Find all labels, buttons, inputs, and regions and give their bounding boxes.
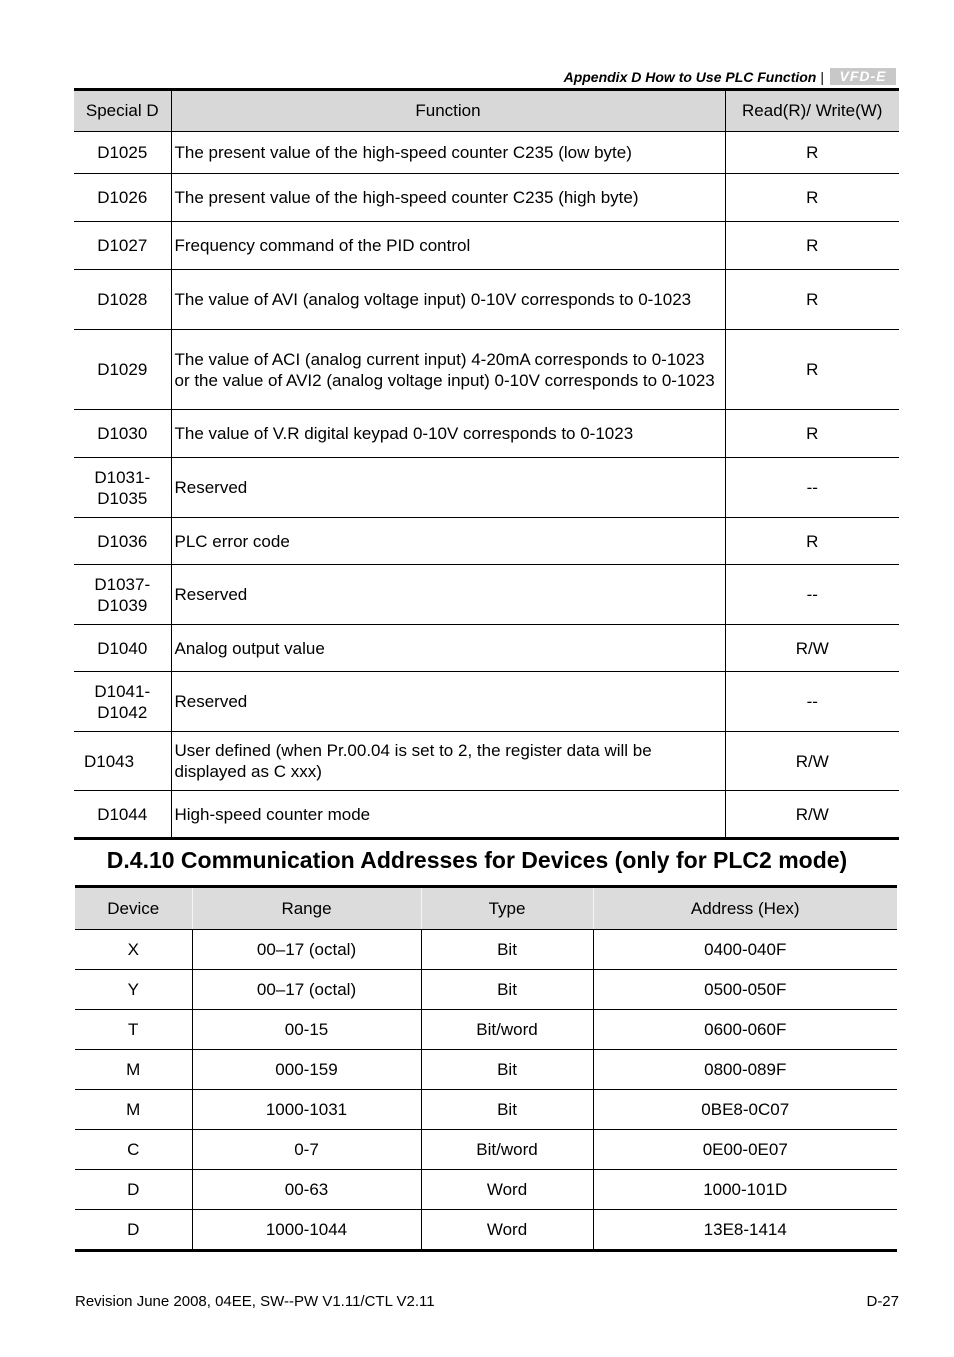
range-cell: 00–17 (octal) bbox=[192, 970, 421, 1010]
table-row bbox=[74, 174, 899, 222]
vfd-e-logo: VFD-E bbox=[830, 68, 896, 85]
table-row bbox=[75, 1170, 897, 1210]
device-cell: M bbox=[75, 1090, 192, 1130]
footer-page-number: D-27 bbox=[866, 1293, 899, 1310]
rw-cell: R bbox=[725, 270, 899, 330]
rw-cell: R bbox=[725, 410, 899, 458]
function-cell: Reserved bbox=[171, 458, 725, 518]
function-cell: High-speed counter mode bbox=[171, 791, 725, 839]
function-cell: The value of V.R digital keypad 0-10V corresponds to 0-1023 bbox=[171, 410, 725, 458]
rw-cell: R/W bbox=[725, 791, 899, 839]
function-cell: The present value of the high-speed counter C235 (high byte) bbox=[171, 174, 725, 222]
special-d-cell: D1025 bbox=[74, 132, 171, 174]
table-row bbox=[74, 791, 899, 839]
special-d-cell: D1044 bbox=[74, 791, 171, 839]
rw-cell: R bbox=[725, 518, 899, 565]
function-cell: PLC error code bbox=[171, 518, 725, 565]
table-row bbox=[74, 330, 899, 410]
special-d-cell: D1026 bbox=[74, 174, 171, 222]
special-d-cell: D1043 bbox=[74, 732, 171, 791]
address-cell: 13E8-1414 bbox=[593, 1210, 897, 1251]
table-header-row bbox=[74, 90, 899, 132]
table-row bbox=[74, 565, 899, 625]
special-d-cell: D1041-D1042 bbox=[74, 672, 171, 732]
function-cell: User defined (when Pr.00.04 is set to 2, the register data will be displayed as C xxx) bbox=[171, 732, 725, 791]
range-cell: 00-63 bbox=[192, 1170, 421, 1210]
function-cell: The present value of the high-speed counter C235 (low byte) bbox=[171, 132, 725, 174]
device-cell: Y bbox=[75, 970, 192, 1010]
special-d-cell: D1029 bbox=[74, 330, 171, 410]
rw-cell: -- bbox=[725, 458, 899, 518]
type-cell: Bit/word bbox=[421, 1130, 593, 1170]
table-row bbox=[74, 732, 899, 791]
special-d-table bbox=[74, 88, 899, 840]
header-separator: | bbox=[820, 68, 824, 85]
header-type: Type bbox=[421, 887, 593, 930]
rw-cell: R/W bbox=[725, 732, 899, 791]
function-cell: Analog output value bbox=[171, 625, 725, 672]
function-cell: The value of ACI (analog current input) 4-20mA corresponds to 0-1023 or the value of AVI2 (analog voltage input) 0-10V corresponds to 0-1023 bbox=[171, 330, 725, 410]
rw-cell: R bbox=[725, 132, 899, 174]
special-d-cell: D1040 bbox=[74, 625, 171, 672]
device-cell: M bbox=[75, 1050, 192, 1090]
device-cell: D bbox=[75, 1210, 192, 1251]
type-cell: Word bbox=[421, 1170, 593, 1210]
table-row bbox=[74, 222, 899, 270]
special-d-cell: D1030 bbox=[74, 410, 171, 458]
special-d-cell: D1031-D1035 bbox=[74, 458, 171, 518]
table-row bbox=[75, 1210, 897, 1251]
type-cell: Word bbox=[421, 1210, 593, 1251]
header-read-write: Read(R)/ Write(W) bbox=[725, 90, 899, 132]
range-cell: 000-159 bbox=[192, 1050, 421, 1090]
device-cell: C bbox=[75, 1130, 192, 1170]
table-row bbox=[75, 1090, 897, 1130]
table-row bbox=[74, 270, 899, 330]
table-row bbox=[74, 458, 899, 518]
table-row bbox=[75, 970, 897, 1010]
rw-cell: R bbox=[725, 222, 899, 270]
section-title: D.4.10 Communication Addresses for Devices (only for PLC2 mode) bbox=[106, 847, 848, 873]
range-cell: 00-15 bbox=[192, 1010, 421, 1050]
range-cell: 1000-1044 bbox=[192, 1210, 421, 1251]
address-cell: 0BE8-0C07 bbox=[593, 1090, 897, 1130]
range-cell: 1000-1031 bbox=[192, 1090, 421, 1130]
address-cell: 0E00-0E07 bbox=[593, 1130, 897, 1170]
function-cell: Reserved bbox=[171, 565, 725, 625]
address-cell: 0500-050F bbox=[593, 970, 897, 1010]
header-range: Range bbox=[192, 887, 421, 930]
type-cell: Bit bbox=[421, 1090, 593, 1130]
table-row bbox=[74, 672, 899, 732]
address-cell: 0800-089F bbox=[593, 1050, 897, 1090]
header-function: Function bbox=[171, 90, 725, 132]
table-header-row bbox=[75, 887, 897, 930]
table-row bbox=[75, 1130, 897, 1170]
table-row bbox=[75, 1050, 897, 1090]
range-cell: 0-7 bbox=[192, 1130, 421, 1170]
table-row bbox=[75, 930, 897, 970]
header-title: Appendix D How to Use PLC Function bbox=[563, 68, 817, 85]
special-d-cell: D1027 bbox=[74, 222, 171, 270]
type-cell: Bit bbox=[421, 930, 593, 970]
function-cell: Frequency command of the PID control bbox=[171, 222, 725, 270]
header-special-d: Special D bbox=[74, 90, 171, 132]
device-cell: T bbox=[75, 1010, 192, 1050]
special-d-cell: D1036 bbox=[74, 518, 171, 565]
device-cell: D bbox=[75, 1170, 192, 1210]
table-row bbox=[74, 518, 899, 565]
function-cell: The value of AVI (analog voltage input) 0-10V corresponds to 0-1023 bbox=[171, 270, 725, 330]
header-device: Device bbox=[75, 887, 192, 930]
type-cell: Bit bbox=[421, 970, 593, 1010]
special-d-cell: D1037-D1039 bbox=[74, 565, 171, 625]
rw-cell: R bbox=[725, 330, 899, 410]
range-cell: 00–17 (octal) bbox=[192, 930, 421, 970]
rw-cell: R bbox=[725, 174, 899, 222]
device-cell: X bbox=[75, 930, 192, 970]
type-cell: Bit bbox=[421, 1050, 593, 1090]
footer-revision: Revision June 2008, 04EE, SW--PW V1.11/CTL V2.11 bbox=[75, 1293, 435, 1310]
table-row bbox=[74, 625, 899, 672]
rw-cell: R/W bbox=[725, 625, 899, 672]
address-cell: 1000-101D bbox=[593, 1170, 897, 1210]
header-address: Address (Hex) bbox=[593, 887, 897, 930]
function-cell: Reserved bbox=[171, 672, 725, 732]
special-d-cell: D1028 bbox=[74, 270, 171, 330]
device-address-table bbox=[75, 885, 897, 1252]
type-cell: Bit/word bbox=[421, 1010, 593, 1050]
table-row bbox=[74, 410, 899, 458]
rw-cell: -- bbox=[725, 672, 899, 732]
rw-cell: -- bbox=[725, 565, 899, 625]
table-row bbox=[74, 132, 899, 174]
page-header bbox=[564, 68, 896, 85]
table-row bbox=[75, 1010, 897, 1050]
address-cell: 0600-060F bbox=[593, 1010, 897, 1050]
address-cell: 0400-040F bbox=[593, 930, 897, 970]
